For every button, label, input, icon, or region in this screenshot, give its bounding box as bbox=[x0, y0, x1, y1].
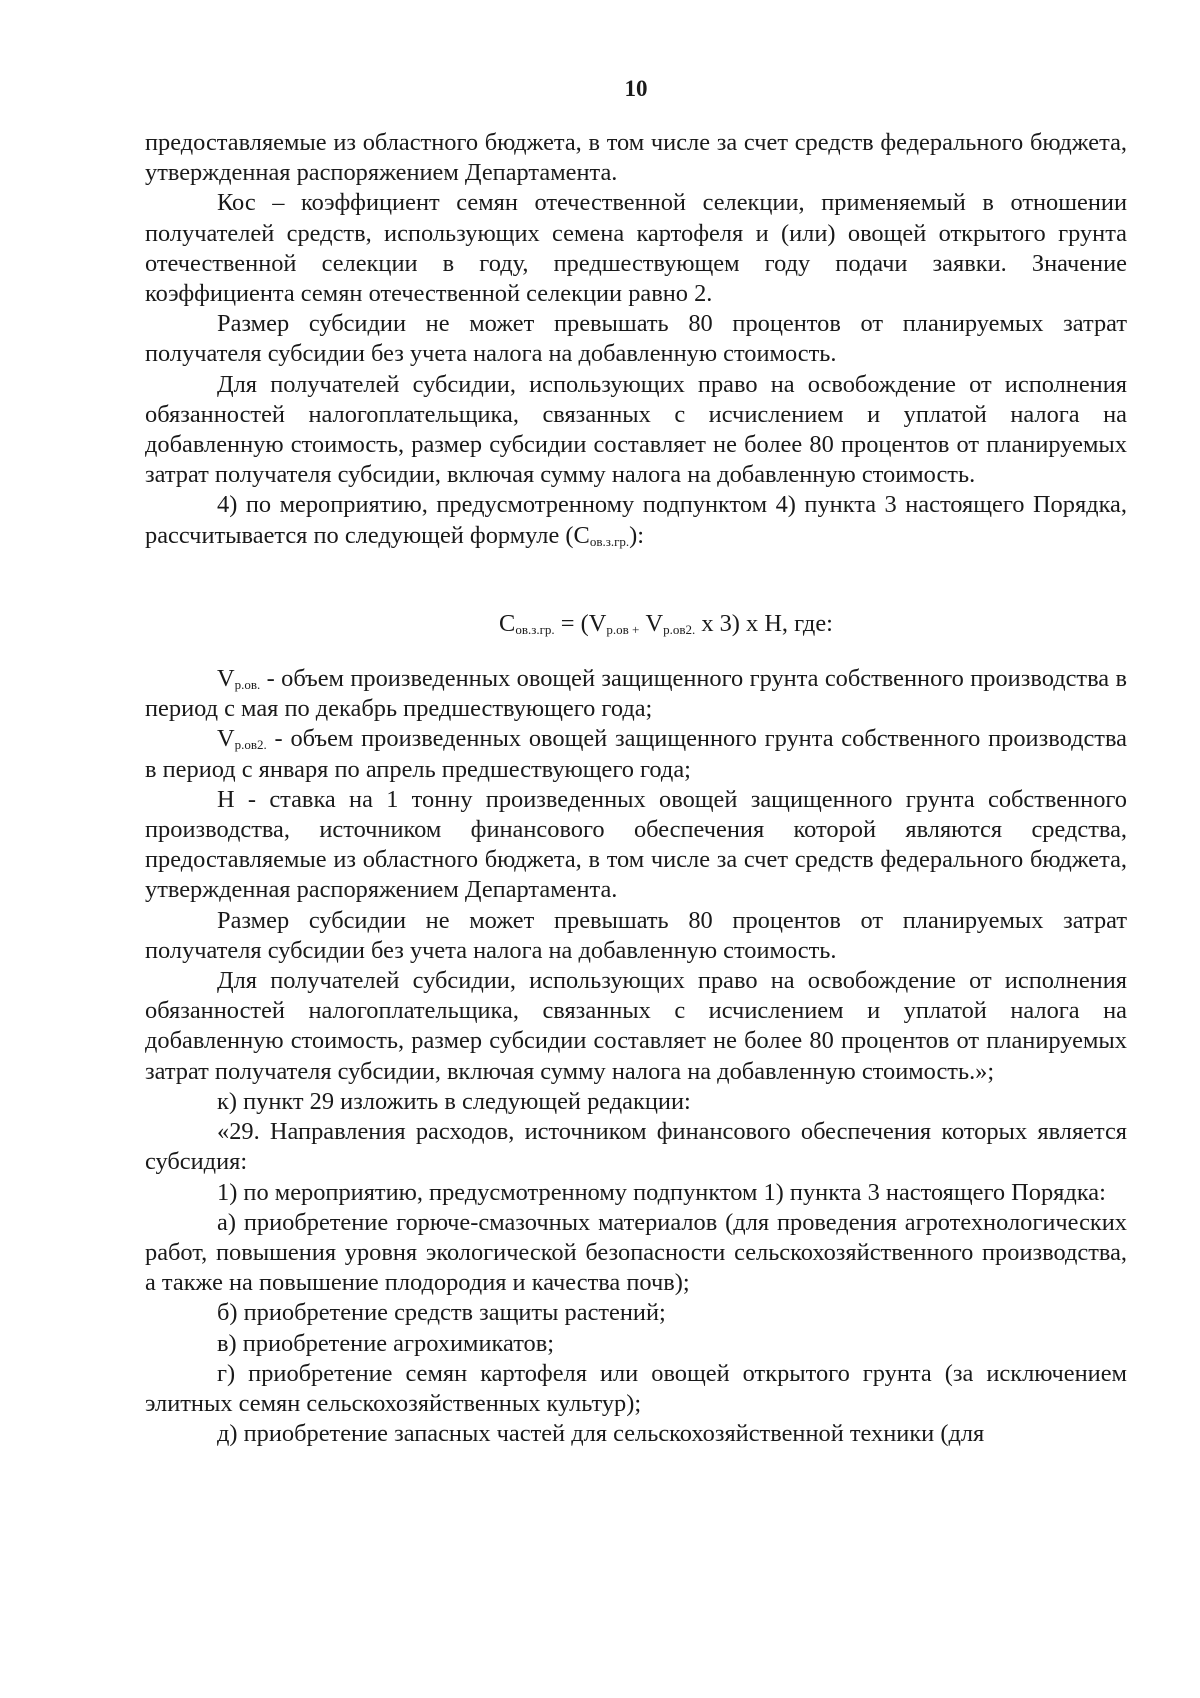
paragraph-vat-exempt: Для получателей субсидии, использующих право на освобождение от исполнения обязанностей налогоплательщика, связанных с исчислением и уплатой налога на добавленную стоимость, размер субсидии составляет не более 80 процентов от планируемых затрат получателя субсидии, включая сумму налога на добавленную стоимость. bbox=[145, 370, 1127, 489]
paragraph-subsidy-limit: Размер субсидии не может превышать 80 процентов от планируемых затрат получателя субсидии без учета налога на добавленную стоимость. bbox=[145, 310, 1127, 368]
list-item-a: а) приобретение горюче-смазочных материалов (для проведения агротехнологических работ, повышения уровня экологической безопасности сельскохозяйственного производства, а также на повышение плодородия и качества почв); bbox=[145, 1208, 1127, 1297]
paragraph-point-29: «29. Направления расходов, источником финансового обеспечения которых является субсидия: bbox=[145, 1118, 1127, 1176]
formula-v2: V bbox=[639, 609, 664, 637]
paragraph-item-k: к) пункт 29 изложить в следующей редакции: bbox=[217, 1087, 691, 1115]
formula-lhs: С bbox=[499, 609, 516, 637]
paragraph-vat-exempt-2: Для получателей субсидии, использующих право на освобождение от исполнения обязанностей налогоплательщика, связанных с исчислением и уплатой налога на добавленную стоимость, размер субсидии составляет не более 80 процентов от планируемых затрат получателя субсидии, включая сумму налога на добавленную стоимость.»; bbox=[145, 967, 1127, 1085]
definition-v-rov bbox=[145, 664, 1127, 724]
definition-text: - объем произведенных овощей защищенного грунта собственного производства в период с мая по декабрь предшествующего года; bbox=[145, 665, 1127, 723]
paragraph-item-4 bbox=[145, 490, 1127, 550]
item4-symbol-sub: ов.з.гр. bbox=[589, 533, 630, 549]
formula-eq: = (V bbox=[554, 609, 607, 637]
formula-v2-sub: р.ов2. bbox=[663, 621, 696, 637]
definition-h bbox=[145, 785, 1127, 906]
list-item-g: г) приобретение семян картофеля или овощей открытого грунта (за исключением элитных семян сельскохозяйственных культур); bbox=[145, 1359, 1127, 1417]
definition-text: - ставка на 1 тонну произведенных овощей защищенного грунта собственного производства, источником финансового обеспечения которой являются средства, предоставляемые из областного бюджета, в том числе за счет средств федерального бюджета, утвержденная распоряжением Департамента. bbox=[145, 785, 1127, 904]
item4-text: 4) по мероприятию, предусмотренному подпунктом 4) пункта 3 настоящего Порядка, рассчитывается по следующей формуле ( bbox=[145, 491, 1127, 549]
definition-symbol: Н bbox=[217, 785, 235, 813]
definition-v-rov2 bbox=[145, 724, 1127, 784]
definition-symbol: V bbox=[217, 725, 235, 753]
paragraph-coefficient: Кос – коэффициент семян отечественной селекции, применяемый в отношении получателей средств, использующих семена картофеля и (или) овощей открытого грунта отечественной селекции в году, предшествующем году подачи заявки. Значение коэффициента семян отечественной селекции равно 2. bbox=[145, 189, 1127, 308]
item4-symbol: С bbox=[573, 521, 590, 549]
paragraph-1: предоставляемые из областного бюджета, в том числе за счет средств федерального бюджета, утвержденная распоряжением Департамента. bbox=[145, 129, 1127, 187]
list-item-v: в) приобретение агрохимикатов; bbox=[217, 1329, 555, 1357]
paragraph-subitem-1: 1) по мероприятию, предусмотренному подпунктом 1) пункта 3 настоящего Порядка: bbox=[217, 1178, 1106, 1206]
page-number: 10 bbox=[624, 76, 648, 101]
definition-symbol-sub: р.ов2. bbox=[234, 737, 267, 753]
formula-rest: х 3) х Н, где: bbox=[695, 609, 833, 637]
document-body bbox=[145, 128, 1127, 1449]
definition-symbol-sub: р.ов. bbox=[234, 677, 261, 693]
list-item-b: б) приобретение средств защиты растений; bbox=[217, 1299, 666, 1327]
formula bbox=[145, 609, 1127, 639]
formula-v1-sub: р.ов + bbox=[606, 621, 640, 637]
definition-text: - объем произведенных овощей защищенного грунта собственного производства в период с января по апрель предшествующего года; bbox=[145, 725, 1127, 783]
formula-lhs-sub: ов.з.гр. bbox=[515, 621, 555, 637]
definition-symbol: V bbox=[217, 665, 235, 693]
list-item-d: д) приобретение запасных частей для сельскохозяйственной техники (для bbox=[217, 1420, 985, 1448]
item4-tail: ): bbox=[629, 521, 645, 549]
paragraph-subsidy-limit-2: Размер субсидии не может превышать 80 процентов от планируемых затрат получателя субсидии без учета налога на добавленную стоимость. bbox=[145, 906, 1127, 964]
